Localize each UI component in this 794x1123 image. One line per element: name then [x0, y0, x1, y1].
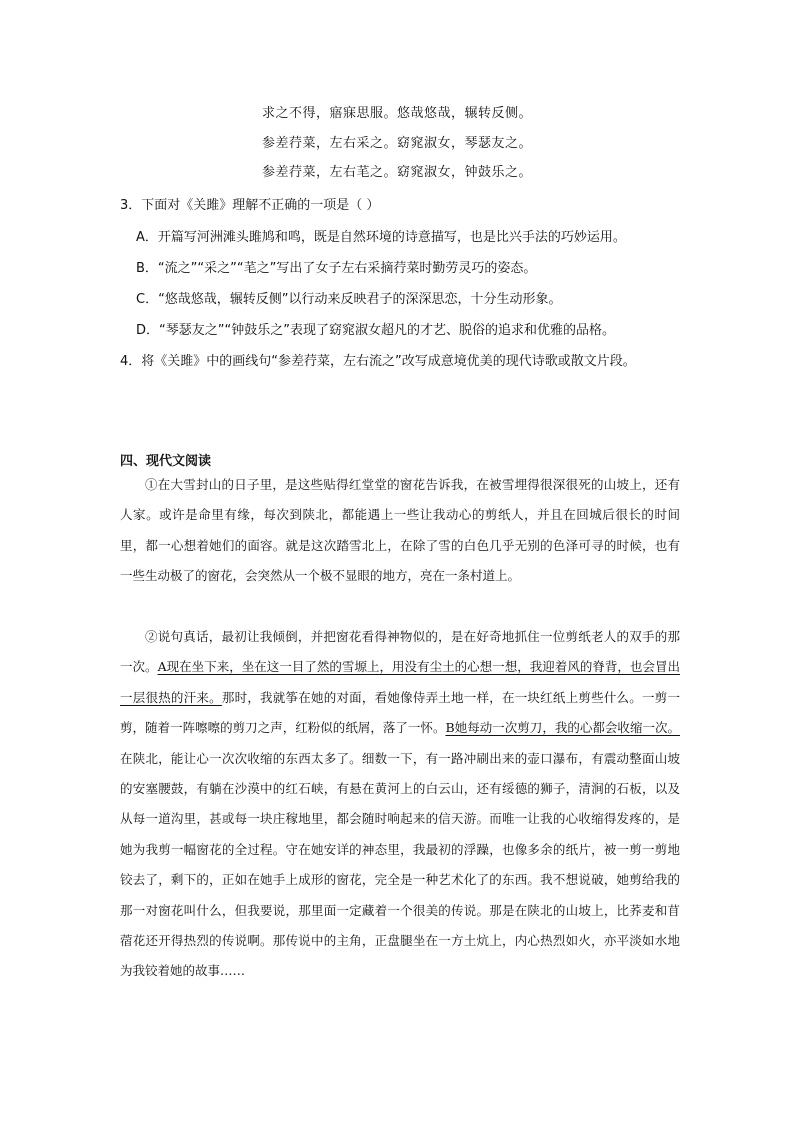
poem-line-2: 参差荇菜，左右采之。窈窕淑女，琴瑟友之。	[261, 136, 532, 151]
paragraph-2-opening: ②说句真话，最初让我倾倒，并把窗花看得神物似的，是在好奇地抓住一位剪纸老人的双手的那一次。	[120, 629, 680, 675]
question-4-stem: 4．将《关雎》中的画线句“参差荇菜，左右流之”改写成意境优美的现代诗歌或散文片段。	[120, 354, 636, 369]
underlined-sentence-a: A现在坐下来，坐在这一目了然的雪塬上，用没有尘土的心想一想，我迎着风的脊背，也会冒出一层很热的汗来。	[120, 659, 680, 705]
poem-line-1: 求之不得，寤寐思服。悠哉悠哉，辗转反侧。	[261, 106, 532, 121]
paragraph-2-middle: 那时，我就筝在她的对面，看她像侍弄土地一样，在一块红纸上剪些什么。一剪一剪，随着一阵嚓嚓的剪刀之声，红粉似的纸屑，落了一怀。	[120, 689, 680, 736]
poem-line-3: 参差荇菜，左右芼之。窈窕淑女，钟鼓乐之。	[261, 165, 532, 180]
paragraph-2-ending: 在陕北，能让心一次次收缩的东西太多了。细数一下，有一路冲刷出来的壶口瀑布，有震动整面山坡的安塞腰鼓，有躺在沙漠中的红石峡，有悬在黄河上的白云山，还有绥德的狮子，清涧的石板，以及从每一道沟里，甚或每一块庄稼地里，都会随时响起来的信天游。而唯一让我的心收缩得发疼的，是她为我剪一幅窗花的全过程。守在她安详的神态里，我最初的浮躁，也像多余的纸片，被一剪一剪地铰去了，剩下的，正如在她手上成形的窗花，完全是一种艺术化了的东西。我不想说破，她剪给我的那一对窗花叫什么，但我要说，那里面一定藏着一个很美的传说。那是在陕北的山坡上，比荞麦和苜蓿花还开得热烈的传说啊。那传说中的主角，正盘腿坐在一方土炕上，内心热烈如火，亦平淡如水地为我铰着她的故事……	[120, 750, 680, 979]
question-3-stem: 3．下面对《关雎》理解不正确的一项是（ ）	[120, 198, 380, 213]
article-paragraph-2	[120, 622, 680, 987]
underlined-sentence-b: B她每动一次剪刀，我的心都会收缩一次。	[445, 720, 680, 736]
section-title: 四、现代文阅读	[120, 454, 212, 469]
question-3-option-d: D．“琴瑟友之”“钟鼓乐之”表现了窈窕淑女超凡的才艺、脱俗的追求和优雅的品格。	[136, 323, 615, 338]
question-3-option-c: C．“悠哉悠哉，辗转反侧”以行动来反映君子的深深思恋，十分生动形象。	[136, 292, 562, 307]
question-3-option-a: A．开篇写河洲滩头雎鸠和鸣，既是自然环境的诗意描写，也是比兴手法的巧妙运用。	[136, 230, 626, 245]
question-3-option-b: B．“流之”“采之”“芼之”写出了女子左右采摘荇菜时勤劳灵巧的姿态。	[136, 261, 537, 276]
article-paragraph-1: ①在大雪封山的日子里，是这些贴得红堂堂的窗花告诉我，在被雪埋得很深很死的山坡上，还有人家。或许是命里有缘，每次到陕北，都能遇上一些让我动心的剪纸人，并且在回城后很长的时间里，都一心想着她们的面容。就是这次踏雪北上，在除了雪的白色几乎无别的色泽可寻的时候，也有一些生动极了的窗花，会突然从一个极不显眼的地方，亮在一条村道上。	[120, 477, 680, 584]
